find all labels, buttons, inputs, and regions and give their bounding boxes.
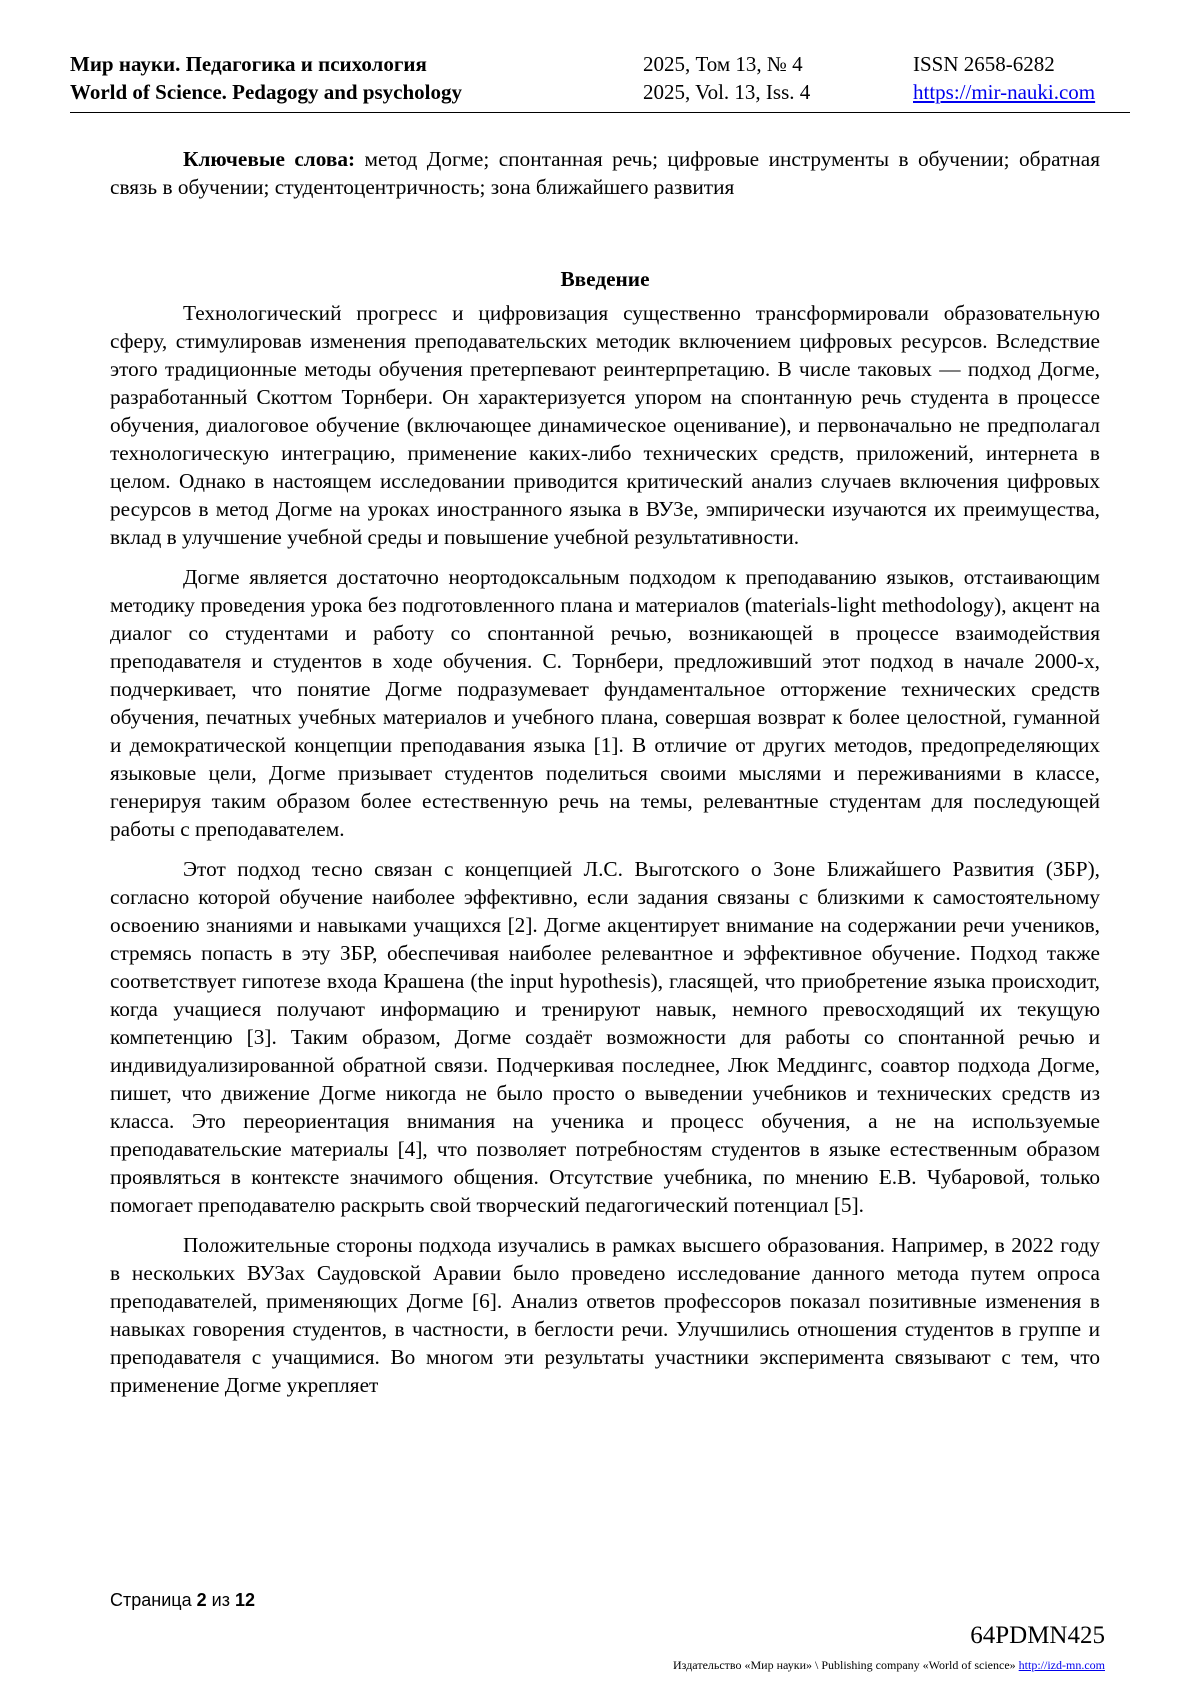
publisher-link[interactable]: http://izd-mn.com (1018, 1658, 1105, 1672)
keywords-label: Ключевые слова: (183, 147, 356, 171)
page-total: 12 (234, 1590, 255, 1610)
page-number (110, 1590, 255, 1611)
publisher-line (673, 1658, 1105, 1673)
journal-title (70, 50, 462, 106)
paragraph-3: Этот подход тесно связан с концепцией Л.С. Выготского о Зоне Ближайшего Развития (ЗБР), согласно которой обучение наиболее эффективно, если задания связаны с близкими к самостоятельному освоению знаниями и навыками учащихся [2]. Догме акцентирует внимание на содержании речи учеников, стремясь попасть в эту ЗБР, обеспечивая наиболее релевантное и эффективное обучение. Подход также соответствует гипотезе входа Крашена (the input hypothesis), гласящей, что приобретение языка происходит, когда учащиеся получают информацию и тренируют навык, немного превосходящий их текущую компетенцию [3]. Таким образом, Догме создаёт возможности для работы со спонтанной речью и индивидуализированной обратной связи. Подчеркивая последнее, Люк Меддингс, соавтор подхода Догме, пишет, что движение Догме никогда не было просто о выведении учебников и технических средств из класса. Это переориентация внимания на ученика и процесс обучения, а не на используемые преподавательские материалы [4], что позволяет потребностям студентов в языке естественным образом проявляться в контексте значимого общения. Отсутствие учебника, по мнению Е.В. Чубаровой, только помогает преподавателю раскрыть свой творческий педагогический потенциал [5]. (110, 857, 1100, 1217)
issue-info (643, 50, 810, 106)
article-body (110, 145, 1100, 1399)
section-title: Введение (560, 267, 650, 291)
keywords-text: метод Догме; спонтанная речь; цифровые инструменты в обучении; обратная связь в обучении; студентоцентричность; зона ближайшего развития (110, 147, 1100, 199)
page-prefix: Страница (110, 1590, 192, 1610)
issn-block (913, 50, 1095, 106)
journal-title-ru: Мир науки. Педагогика и психология (70, 52, 427, 76)
page-current: 2 (196, 1590, 207, 1610)
issue-info-en: 2025, Vol. 13, Iss. 4 (643, 80, 811, 104)
issn: ISSN 2658-6282 (913, 52, 1055, 76)
running-header (70, 50, 1130, 113)
keywords (110, 145, 1100, 201)
paragraph-1: Технологический прогресс и цифровизация существенно трансформировали образовательную сферу, стимулировав изменения преподавательских методик включением цифровых ресурсов. Вследствие этого традиционные методы обучения претерпевают реинтерпретацию. В числе таковых — подход Догме, разработанный Скоттом Торнбери. Он характеризуется упором на спонтанную речь студента в процессе обучения, диалоговое обучение (включающее динамическое оценивание), и первоначально не предполагал технологическую интеграцию, применение каких-либо технических средств, приложений, интернета в целом. Однако в настоящем исследовании приводится критический анализ случаев включения цифровых ресурсов в метод Догме на уроках иностранного языка в ВУЗе, эмпирически изучаются их преимущества, вклад в улучшение учебной среды и повышение учебной результативности. (110, 301, 1100, 549)
issue-info-ru: 2025, Том 13, № 4 (643, 52, 803, 76)
paragraph-2: Догме является достаточно неортодоксальным подходом к преподаванию языков, отстаивающим методику проведения урока без подготовленного плана и материалов (materials-light methodology), акцент на диалог со студентами и работу со спонтанной речью, возникающей в процессе взаимодействия преподавателя и студентов в ходе обучения. С. Торнбери, предложивший этот подход в начале 2000-х, подчеркивает, что понятие Догме подразумевает фундаментальное отторжение технических средств обучения, печатных учебных материалов и учебного плана, совершая возврат к более целостной, гуманной и демократической концепции преподавания языка [1]. В отличие от других методов, предопределяющих языковые цели, Догме призывает студентов поделиться своими мыслями и переживаниями в классе, генерируя таким образом более естественную речь на темы, релевантные студентам для последующей работы с преподавателем. (110, 565, 1100, 841)
journal-url-link[interactable]: https://mir-nauki.com (913, 80, 1096, 104)
paragraph-4: Положительные стороны подхода изучались в рамках высшего образования. Например, в 2022 году в нескольких ВУЗах Саудовской Аравии было проведено исследование данного метода путем опроса преподавателей, применяющих Догме [6]. Анализ ответов профессоров показал позитивные изменения в навыках говорения студентов, в частности, в беглости речи. Улучшились отношения студентов в группе и преподавателя с учащимися. Во многом эти результаты участники эксперимента связывают с тем, что применение Догме укрепляет (110, 1233, 1100, 1397)
page-of: из (211, 1590, 230, 1610)
article-code: 64PDMN425 (970, 1622, 1105, 1649)
journal-title-en: World of Science. Pedagogy and psychology (70, 80, 463, 104)
publisher-text: Издательство «Мир науки» \ Publishing company «World of science» (673, 1658, 1016, 1672)
